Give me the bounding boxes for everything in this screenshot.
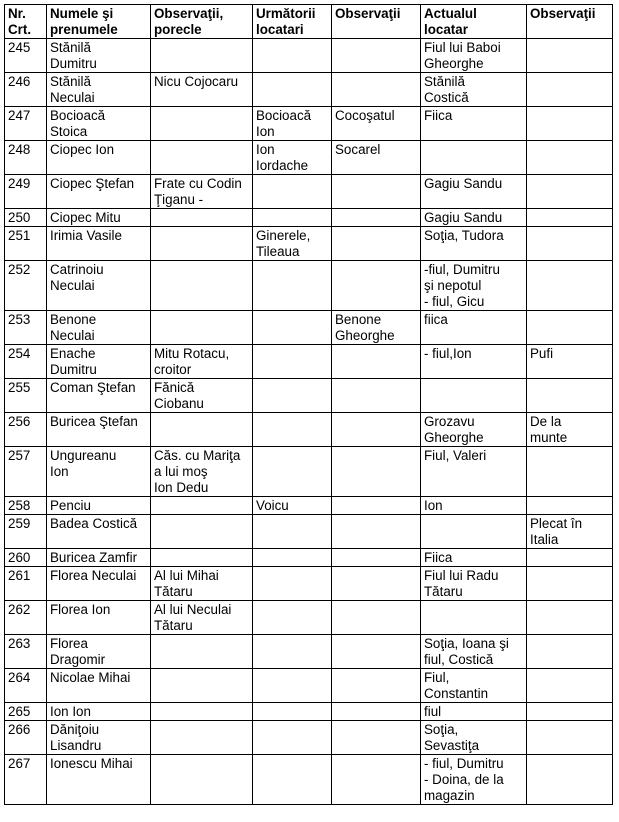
cell-observations-nicknames: Căs. cu Mariţa a lui moş Ion Dedu bbox=[151, 447, 253, 497]
cell-observations-3 bbox=[527, 379, 613, 413]
table-row bbox=[5, 447, 613, 497]
cell-nr: 258 bbox=[5, 497, 47, 515]
cell-name: Ciopec Mitu bbox=[47, 209, 151, 227]
cell-observations-nicknames: Frate cu Codin Ţiganu - bbox=[151, 175, 253, 209]
table-row bbox=[5, 379, 613, 413]
cell-observations-2 bbox=[332, 567, 421, 601]
cell-next-tenants bbox=[253, 721, 332, 755]
cell-nr: 255 bbox=[5, 379, 47, 413]
header-observations-2: Observaţii bbox=[332, 5, 421, 39]
cell-observations-nicknames bbox=[151, 39, 253, 73]
cell-name: Ciopec Ştefan bbox=[47, 175, 151, 209]
cell-observations-3 bbox=[527, 703, 613, 721]
cell-current-tenant bbox=[421, 379, 527, 413]
cell-observations-nicknames bbox=[151, 635, 253, 669]
cell-nr: 251 bbox=[5, 227, 47, 261]
cell-next-tenants bbox=[253, 515, 332, 549]
table-row bbox=[5, 107, 613, 141]
cell-next-tenants bbox=[253, 261, 332, 311]
table-row bbox=[5, 73, 613, 107]
cell-current-tenant: Gagiu Sandu bbox=[421, 175, 527, 209]
cell-observations-2 bbox=[332, 39, 421, 73]
cell-observations-2 bbox=[332, 703, 421, 721]
cell-name: Dăniţoiu Lisandru bbox=[47, 721, 151, 755]
cell-observations-nicknames: Al lui Neculai Tătaru bbox=[151, 601, 253, 635]
cell-name: Coman Ştefan bbox=[47, 379, 151, 413]
cell-nr: 267 bbox=[5, 755, 47, 805]
cell-next-tenants bbox=[253, 703, 332, 721]
cell-observations-nicknames bbox=[151, 549, 253, 567]
cell-current-tenant: Fiul, Constantin bbox=[421, 669, 527, 703]
cell-observations-nicknames bbox=[151, 209, 253, 227]
cell-observations-nicknames bbox=[151, 703, 253, 721]
cell-observations-3 bbox=[527, 497, 613, 515]
header-nr: Nr. Crt. bbox=[5, 5, 47, 39]
cell-observations-3 bbox=[527, 311, 613, 345]
cell-nr: 265 bbox=[5, 703, 47, 721]
cell-nr: 261 bbox=[5, 567, 47, 601]
cell-name: Ciopec Ion bbox=[47, 141, 151, 175]
cell-nr: 263 bbox=[5, 635, 47, 669]
cell-nr: 252 bbox=[5, 261, 47, 311]
cell-next-tenants: Voicu bbox=[253, 497, 332, 515]
cell-observations-nicknames bbox=[151, 755, 253, 805]
cell-observations-2 bbox=[332, 73, 421, 107]
table-row bbox=[5, 635, 613, 669]
table-row bbox=[5, 227, 613, 261]
table-row bbox=[5, 413, 613, 447]
cell-observations-3 bbox=[527, 669, 613, 703]
table-row bbox=[5, 755, 613, 805]
cell-next-tenants bbox=[253, 549, 332, 567]
header-next-tenants: Următorii locatari bbox=[253, 5, 332, 39]
cell-observations-2 bbox=[332, 261, 421, 311]
cell-nr: 247 bbox=[5, 107, 47, 141]
cell-next-tenants: Bocioacă Ion bbox=[253, 107, 332, 141]
cell-current-tenant: Fiul lui Baboi Gheorghe bbox=[421, 39, 527, 73]
cell-current-tenant: Fiul, Valeri bbox=[421, 447, 527, 497]
cell-observations-3 bbox=[527, 447, 613, 497]
cell-current-tenant bbox=[421, 141, 527, 175]
table-row bbox=[5, 209, 613, 227]
cell-current-tenant: fiul bbox=[421, 703, 527, 721]
cell-observations-3 bbox=[527, 549, 613, 567]
cell-current-tenant: Soţia, Sevastiţa bbox=[421, 721, 527, 755]
cell-name: Florea Dragomir bbox=[47, 635, 151, 669]
cell-observations-2 bbox=[332, 227, 421, 261]
cell-observations-2 bbox=[332, 497, 421, 515]
cell-nr: 266 bbox=[5, 721, 47, 755]
cell-current-tenant: Soţia, Tudora bbox=[421, 227, 527, 261]
cell-next-tenants bbox=[253, 175, 332, 209]
cell-observations-2 bbox=[332, 345, 421, 379]
cell-next-tenants bbox=[253, 209, 332, 227]
table-row bbox=[5, 703, 613, 721]
cell-observations-2 bbox=[332, 635, 421, 669]
cell-current-tenant: Fiica bbox=[421, 107, 527, 141]
cell-name: Buricea Ştefan bbox=[47, 413, 151, 447]
cell-observations-nicknames bbox=[151, 227, 253, 261]
cell-observations-2 bbox=[332, 447, 421, 497]
table-row bbox=[5, 175, 613, 209]
table-row bbox=[5, 497, 613, 515]
cell-observations-3 bbox=[527, 227, 613, 261]
cell-nr: 262 bbox=[5, 601, 47, 635]
cell-observations-2 bbox=[332, 669, 421, 703]
table-row bbox=[5, 141, 613, 175]
cell-current-tenant: Ion bbox=[421, 497, 527, 515]
cell-observations-2 bbox=[332, 379, 421, 413]
cell-observations-nicknames: Mitu Rotacu, croitor bbox=[151, 345, 253, 379]
header-name: Numele şi prenumele bbox=[47, 5, 151, 39]
cell-nr: 250 bbox=[5, 209, 47, 227]
cell-name: Badea Costică bbox=[47, 515, 151, 549]
header-observations-3: Observaţii bbox=[527, 5, 613, 39]
cell-observations-3 bbox=[527, 261, 613, 311]
cell-name: Irimia Vasile bbox=[47, 227, 151, 261]
cell-nr: 246 bbox=[5, 73, 47, 107]
table-row bbox=[5, 515, 613, 549]
header-row bbox=[5, 5, 613, 39]
cell-observations-nicknames bbox=[151, 721, 253, 755]
cell-next-tenants bbox=[253, 311, 332, 345]
cell-observations-nicknames bbox=[151, 669, 253, 703]
cell-observations-nicknames bbox=[151, 515, 253, 549]
cell-observations-2 bbox=[332, 515, 421, 549]
table-row bbox=[5, 721, 613, 755]
table-row bbox=[5, 311, 613, 345]
cell-next-tenants bbox=[253, 669, 332, 703]
cell-observations-2: Cocoşatul bbox=[332, 107, 421, 141]
cell-observations-3 bbox=[527, 73, 613, 107]
cell-current-tenant bbox=[421, 601, 527, 635]
cell-next-tenants bbox=[253, 601, 332, 635]
cell-nr: 259 bbox=[5, 515, 47, 549]
table-row bbox=[5, 39, 613, 73]
cell-current-tenant: - fiul,Ion bbox=[421, 345, 527, 379]
header-current-tenant: Actualul locatar bbox=[421, 5, 527, 39]
cell-observations-2 bbox=[332, 721, 421, 755]
table-row bbox=[5, 601, 613, 635]
cell-observations-nicknames bbox=[151, 413, 253, 447]
header-observations-nicknames: Observaţii, porecle bbox=[151, 5, 253, 39]
cell-observations-3 bbox=[527, 107, 613, 141]
cell-observations-2 bbox=[332, 755, 421, 805]
cell-observations-3 bbox=[527, 635, 613, 669]
cell-next-tenants bbox=[253, 413, 332, 447]
table-row bbox=[5, 669, 613, 703]
cell-next-tenants bbox=[253, 567, 332, 601]
cell-next-tenants bbox=[253, 345, 332, 379]
cell-observations-3 bbox=[527, 601, 613, 635]
cell-name: Enache Dumitru bbox=[47, 345, 151, 379]
cell-nr: 257 bbox=[5, 447, 47, 497]
cell-observations-3 bbox=[527, 209, 613, 227]
cell-current-tenant: fiica bbox=[421, 311, 527, 345]
cell-name: Nicolae Mihai bbox=[47, 669, 151, 703]
cell-nr: 264 bbox=[5, 669, 47, 703]
cell-next-tenants: Ion Iordache bbox=[253, 141, 332, 175]
cell-current-tenant: - fiul, Dumitru - Doina, de la magazin bbox=[421, 755, 527, 805]
cell-observations-3: Pufi bbox=[527, 345, 613, 379]
table-row bbox=[5, 567, 613, 601]
cell-name: Ion Ion bbox=[47, 703, 151, 721]
cell-nr: 254 bbox=[5, 345, 47, 379]
cell-observations-nicknames bbox=[151, 497, 253, 515]
cell-name: Ionescu Mihai bbox=[47, 755, 151, 805]
cell-name: Florea Ion bbox=[47, 601, 151, 635]
cell-observations-3: Plecat în Italia bbox=[527, 515, 613, 549]
cell-current-tenant: Gagiu Sandu bbox=[421, 209, 527, 227]
table-row bbox=[5, 549, 613, 567]
cell-observations-nicknames bbox=[151, 261, 253, 311]
cell-name: Bocioacă Stoica bbox=[47, 107, 151, 141]
cell-name: Penciu bbox=[47, 497, 151, 515]
cell-observations-3 bbox=[527, 721, 613, 755]
cell-nr: 253 bbox=[5, 311, 47, 345]
cell-current-tenant: Stănilă Costică bbox=[421, 73, 527, 107]
cell-observations-2 bbox=[332, 413, 421, 447]
cell-name: Florea Neculai bbox=[47, 567, 151, 601]
table-row bbox=[5, 345, 613, 379]
cell-current-tenant: Grozavu Gheorghe bbox=[421, 413, 527, 447]
cell-name: Stănilă Neculai bbox=[47, 73, 151, 107]
cell-current-tenant: -fiul, Dumitru şi nepotul - fiul, Gicu bbox=[421, 261, 527, 311]
cell-observations-2: Socarel bbox=[332, 141, 421, 175]
cell-next-tenants bbox=[253, 635, 332, 669]
cell-next-tenants bbox=[253, 39, 332, 73]
cell-observations-2 bbox=[332, 549, 421, 567]
cell-observations-3 bbox=[527, 567, 613, 601]
cell-name: Stănilă Dumitru bbox=[47, 39, 151, 73]
cell-current-tenant bbox=[421, 515, 527, 549]
cell-next-tenants bbox=[253, 379, 332, 413]
cell-observations-3: De la munte bbox=[527, 413, 613, 447]
cell-next-tenants bbox=[253, 755, 332, 805]
cell-observations-2 bbox=[332, 601, 421, 635]
cell-nr: 245 bbox=[5, 39, 47, 73]
cell-current-tenant: Fiul lui Radu Tătaru bbox=[421, 567, 527, 601]
cell-nr: 249 bbox=[5, 175, 47, 209]
cell-name: Catrinoiu Neculai bbox=[47, 261, 151, 311]
cell-current-tenant: Soţia, Ioana şi fiul, Costică bbox=[421, 635, 527, 669]
cell-next-tenants bbox=[253, 73, 332, 107]
cell-observations-nicknames bbox=[151, 311, 253, 345]
cell-next-tenants: Ginerele, Tileaua bbox=[253, 227, 332, 261]
cell-observations-3 bbox=[527, 39, 613, 73]
cell-observations-3 bbox=[527, 755, 613, 805]
cell-name: Buricea Zamfir bbox=[47, 549, 151, 567]
table-row bbox=[5, 261, 613, 311]
cell-nr: 248 bbox=[5, 141, 47, 175]
cell-observations-nicknames bbox=[151, 141, 253, 175]
cell-observations-3 bbox=[527, 141, 613, 175]
residents-table bbox=[4, 4, 613, 805]
cell-nr: 256 bbox=[5, 413, 47, 447]
cell-name: Ungureanu Ion bbox=[47, 447, 151, 497]
cell-nr: 260 bbox=[5, 549, 47, 567]
cell-observations-3 bbox=[527, 175, 613, 209]
cell-observations-2 bbox=[332, 175, 421, 209]
cell-observations-2 bbox=[332, 209, 421, 227]
cell-name: Benone Neculai bbox=[47, 311, 151, 345]
cell-next-tenants bbox=[253, 447, 332, 497]
cell-observations-nicknames: Al lui Mihai Tătaru bbox=[151, 567, 253, 601]
cell-observations-nicknames: Fănică Ciobanu bbox=[151, 379, 253, 413]
cell-observations-2: Benone Gheorghe bbox=[332, 311, 421, 345]
cell-observations-nicknames: Nicu Cojocaru bbox=[151, 73, 253, 107]
cell-observations-nicknames bbox=[151, 107, 253, 141]
cell-current-tenant: Fiica bbox=[421, 549, 527, 567]
